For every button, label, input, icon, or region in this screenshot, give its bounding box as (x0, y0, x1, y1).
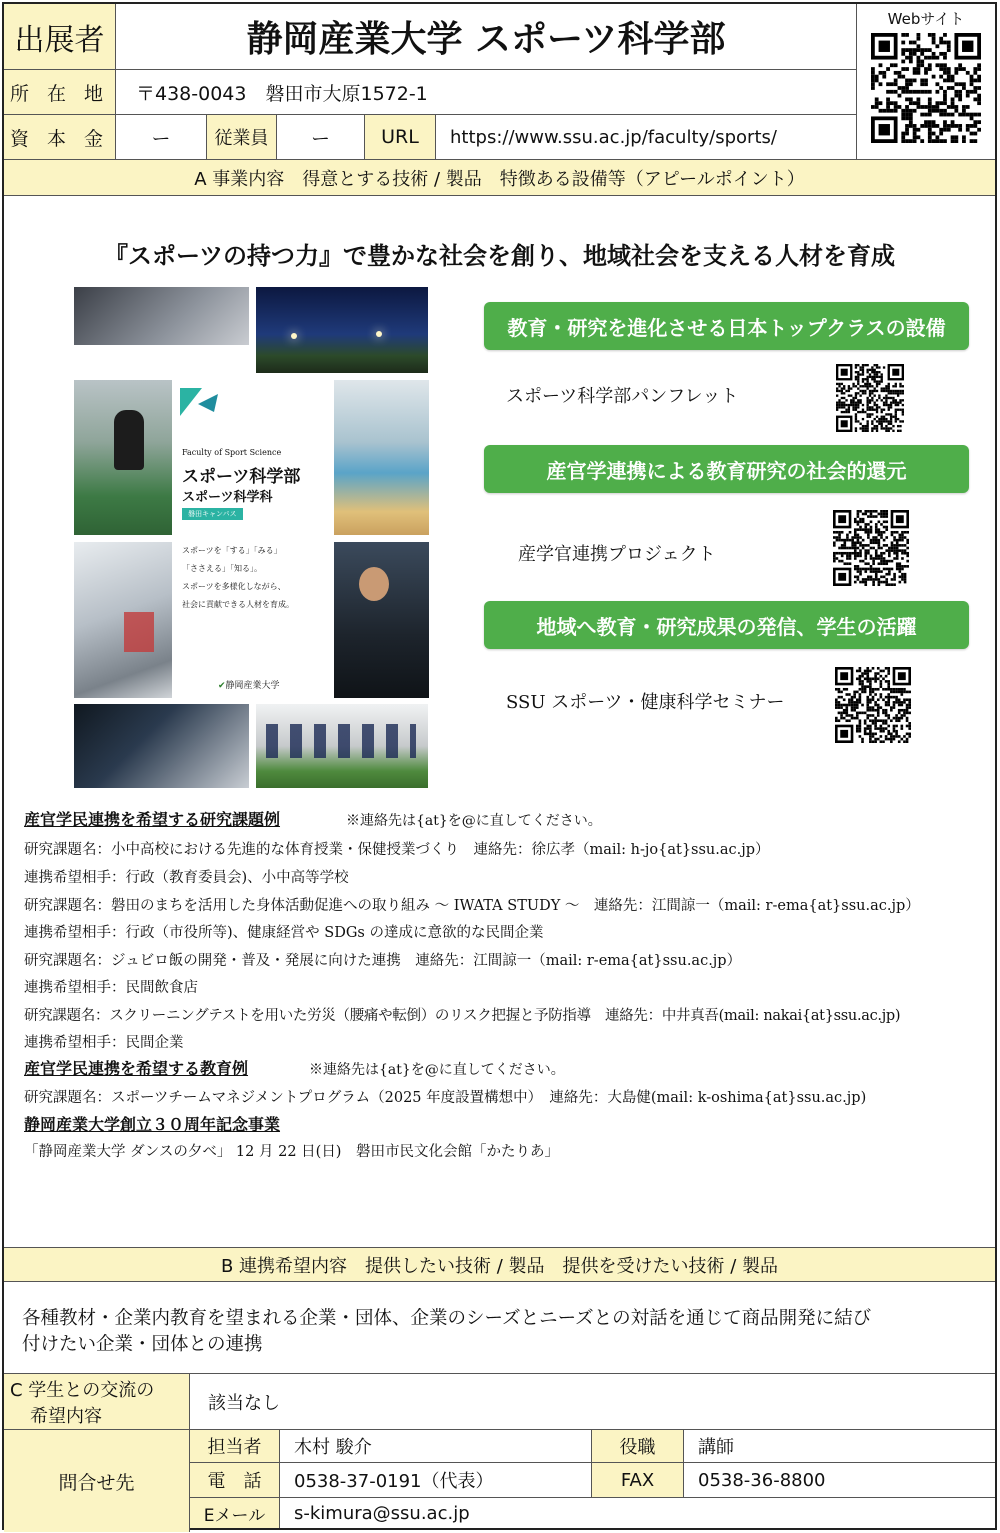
photo-soccer-player (74, 380, 172, 535)
phone-value[interactable]: 0538-37-0191（代表） (280, 1463, 592, 1498)
banner-industry-collab: 産官学連携による教育研究の社会的還元 (484, 445, 969, 493)
photo-campus-building (74, 542, 172, 698)
research-line-3: 研究課題名：磐田のまちを活用した身体活動促進への取り組み ～ IWATA STUDY ～ 連絡先：江間諒一（mail: r-ema{at}ssu.ac.jp） (24, 898, 920, 914)
photo-night-stadium (256, 287, 428, 373)
anniversary-line: 「静岡産業大学 ダンスの夕べ」 12 月 22 日(日) 磐田市民文化会館「かたりあ」 (24, 1144, 559, 1160)
brochure-logo-mark-icon (180, 388, 220, 424)
project-link[interactable]: 産学官連携プロジェクト (518, 544, 716, 565)
url-link[interactable]: https://www.ssu.ac.jp/faculty/sports/ (436, 115, 857, 160)
photo-baseball-team (256, 704, 428, 788)
photo-indoor-track (334, 380, 429, 535)
seminar-qr-code[interactable] (835, 667, 911, 743)
section-c-label (4, 1373, 190, 1429)
pamphlet-qr-code[interactable] (836, 364, 904, 432)
brochure-logo-text: 静岡産業大学 (225, 681, 280, 691)
email-value[interactable]: s-kimura@ssu.ac.jp (294, 1502, 470, 1524)
section-b-body-1: 各種教材・企業内教育を望まれる企業・団体、企業のシーズとニーズとの対話を通じて商品開発に結び (22, 1308, 872, 1329)
phone-label: 電 話 (190, 1463, 280, 1498)
capital-value: ー (116, 115, 207, 160)
exhibitor-label: 出展者 (4, 4, 116, 70)
exhibitor-name: 静岡産業大学 スポーツ科学部 (116, 4, 857, 70)
exhibitor-sheet (2, 2, 997, 1530)
education-heading: 産官学民連携を希望する教育例 (24, 1059, 249, 1078)
education-note: ※連絡先は{at}を@に直してください。 (309, 1062, 565, 1078)
website-qr-code[interactable] (871, 33, 981, 143)
section-c-label-line-1: C 学生との交流の (10, 1379, 155, 1401)
brochure-faculty-jp: スポーツ科学部 (182, 467, 301, 487)
banner-facilities: 教育・研究を進化させる日本トップクラスの設備 (484, 302, 969, 350)
email-label: Eメール (190, 1498, 280, 1528)
education-line: 研究課題名：スポーツチームマネジメントプログラム（2025 年度設置構想中） 連絡先：大島健(mail: k-oshima{at}ssu.ac.jp) (24, 1090, 867, 1106)
brochure-copy-4: 社会に貢献できる人材を育成。 (182, 600, 294, 609)
section-a-headline: 『スポーツの持つ力』で豊かな社会を創り、地域社会を支える人材を育成 (103, 242, 896, 270)
section-c-label-line-2: 希望内容 (30, 1405, 102, 1427)
research-line-4: 連携希望相手：行政（市役所等)、健康経営や SDGs の達成に意欲的な民間企業 (24, 925, 544, 941)
section-b-body-2: 付けたい企業・団体との連携 (22, 1334, 263, 1355)
brochure-campus-badge: 磐田キャンパス (182, 508, 243, 520)
url-label: URL (365, 115, 436, 160)
photo-lab-monitor (74, 704, 249, 788)
brochure-university-logo (218, 678, 280, 691)
role-value: 講師 (684, 1429, 995, 1463)
role-label: 役職 (592, 1429, 684, 1463)
research-line-6: 連携希望相手：民間飲食店 (24, 980, 198, 996)
research-line-2: 連携希望相手：行政（教育委員会)、小中高等学校 (24, 870, 349, 886)
person-label: 担当者 (190, 1429, 280, 1463)
person-value: 木村 駿介 (280, 1429, 592, 1463)
fax-label: FAX (592, 1463, 684, 1498)
project-qr-code[interactable] (833, 510, 909, 586)
brochure-copy-1: スポーツを「する」「みる」 (182, 546, 282, 555)
section-c-value: 該当なし (190, 1373, 995, 1429)
website-label: Webサイト (887, 10, 965, 28)
fax-value: 0538-36-8800 (684, 1463, 995, 1498)
pamphlet-link[interactable]: スポーツ科学部パンフレット (506, 386, 739, 407)
website-qr-cell (857, 4, 995, 160)
brochure-dept-jp: スポーツ科学科 (182, 490, 273, 505)
address-value: 〒438-0043 磐田市大原1572-1 (116, 70, 857, 115)
contact-label: 問合せ先 (4, 1429, 190, 1532)
anniversary-heading: 静岡産業大学創立３０周年記念事業 (24, 1115, 281, 1134)
research-line-7: 研究課題名：スクリーニングテストを用いた労災（腰痛や転倒）のリスク把握と予防指導 連絡先：中井真吾(mail: nakai{at}ssu.ac.jp) (24, 1008, 901, 1024)
research-heading: 産官学民連携を希望する研究課題例 (24, 810, 281, 829)
brochure-cover (172, 380, 334, 698)
employees-value: ー (277, 115, 365, 160)
seminar-link[interactable]: SSU スポーツ・健康科学セミナー (506, 692, 785, 713)
photo-student-portrait (334, 542, 429, 698)
brochure-copy-2: 「ささえる」「知る」。 (182, 564, 262, 573)
address-label: 所 在 地 (4, 70, 116, 115)
check-mark-icon: ✔ (218, 681, 226, 691)
section-a-title: A 事業内容 得意とする技術 / 製品 特徴ある設備等（アピールポイント） (4, 160, 995, 196)
research-line-5: 研究課題名：ジュビロ飯の開発・普及・発展に向けた連携 連絡先：江間諒一（mail: r-ema{at}ssu.ac.jp） (24, 953, 742, 969)
employees-label: 従業員 (207, 115, 277, 160)
banner-regional-outreach: 地域へ教育・研究成果の発信、学生の活躍 (484, 601, 969, 649)
brochure-faculty-en: Faculty of Sport Science (182, 448, 282, 457)
research-note: ※連絡先は{at}を@に直してください。 (346, 813, 602, 829)
research-line-1: 研究課題名：小中高校における先進的な体育授業・保健授業づくり 連絡先：徐広孝（mail: h-jo{at}ssu.ac.jp） (24, 842, 770, 858)
capital-label: 資 本 金 (4, 115, 116, 160)
photo-training-room (74, 287, 249, 345)
section-b-title: B 連携希望内容 提供したい技術 / 製品 提供を受けたい技術 / 製品 (4, 1247, 995, 1282)
brochure-copy-3: スポーツを多様化しながら、 (182, 582, 286, 591)
research-line-8: 連携希望相手：民間企業 (24, 1035, 184, 1051)
